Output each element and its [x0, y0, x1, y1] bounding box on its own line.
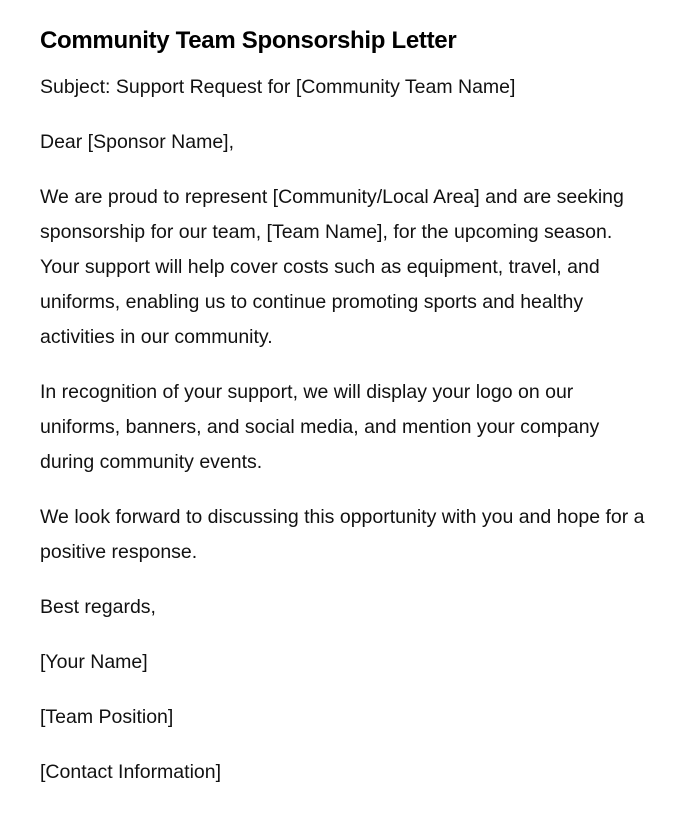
body-paragraph-1: We are proud to represent [Community/Local Area] and are seeking sponsorship for our team, [Team Name], for the upcoming season. Your support will help cover costs such as equipment, travel, and uniforms, enabling us to continue promoting sports and healthy activities in our community. — [40, 186, 624, 348]
signature-name: [Your Name] — [40, 651, 148, 673]
body-paragraph-3: We look forward to discussing this opportunity with you and hope for a positive response. — [40, 506, 645, 563]
document-title: Community Team Sponsorship Letter — [40, 27, 457, 54]
salutation: Dear [Sponsor Name], — [40, 131, 235, 153]
signature-position: [Team Position] — [40, 706, 174, 728]
signature-contact: [Contact Information] — [40, 761, 222, 783]
body-paragraph-2: In recognition of your support, we will display your logo on our uniforms, banners, and social media, and mention your company during community events. — [40, 381, 600, 473]
subject-line: Subject: Support Request for [Community Team Name] — [40, 76, 516, 98]
closing-line: Best regards, — [40, 596, 156, 618]
